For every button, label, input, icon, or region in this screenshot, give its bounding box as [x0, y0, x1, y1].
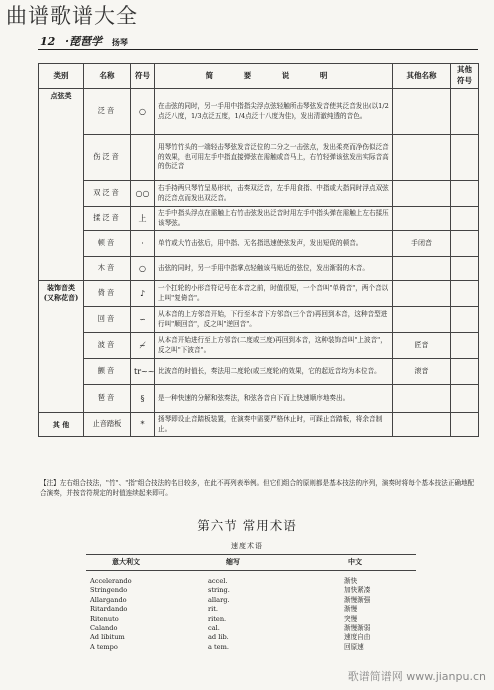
terms-chinese-column [344, 577, 370, 652]
row-name: 双泛音 [84, 181, 131, 207]
terms-italian-column [90, 577, 132, 652]
term-abbrev: allarg. [208, 595, 230, 604]
row-other-name [393, 307, 451, 333]
row-other-name [393, 413, 451, 437]
term-italian: Ritenuto [90, 614, 119, 623]
table-row [39, 207, 479, 231]
row-other-symbol [451, 257, 479, 281]
term-chinese: 渐慢 [344, 605, 358, 614]
row-other-symbol [451, 231, 479, 257]
table-row [39, 413, 479, 437]
row-other-name [393, 207, 451, 231]
row-symbol: · [131, 231, 155, 257]
row-description: 是一种快速的分解和弦奏法，和弦各音自下而上快速顺序地奏出。 [155, 385, 393, 413]
table-row [39, 135, 479, 181]
term-italian: A tempo [90, 642, 118, 651]
table-row [39, 385, 479, 413]
term-abbrev: accel. [208, 577, 228, 585]
row-other-symbol [451, 333, 479, 359]
row-description: 一个扛轮的小形音符记号在本音之前，时值很短，一个音叫"单倚音"，两个音以上叫"复倚音"。 [155, 281, 393, 307]
header-symbol: 符号 [131, 64, 155, 89]
terms-abbrev-column [208, 577, 230, 652]
row-description: 右手持两只琴竹呈易形状，击奏双泛音，左手用食指、中指或大指同时浮点双弦的泛音点而发出双泛音。 [155, 181, 393, 207]
header-category: 类别 [39, 64, 84, 89]
row-description: 用琴竹竹头的一端轻击琴弦发音泛位的二分之一击弦点，发出柔亮而净伤似泛音的效果，也可用左手中指直接弹弦在需触或音马上，右竹轻弹该弦发出实际音高的伤泛音 [155, 135, 393, 181]
row-symbol: § [131, 385, 155, 413]
row-name: 顿音 [84, 231, 131, 257]
row-other-name [393, 385, 451, 413]
row-symbol: ≁ [131, 333, 155, 359]
term-chinese: 回原速 [344, 642, 364, 651]
row-other-symbol [451, 207, 479, 231]
row-description: 扬琴即设止音踏板装置，在演奏中需要严格休止时，可踩止音踏板，将余音制止。 [155, 413, 393, 437]
term-italian: Calando [90, 624, 118, 633]
running-head [40, 33, 128, 49]
header-rule [38, 49, 478, 50]
table-row [39, 281, 479, 307]
row-other-symbol [451, 181, 479, 207]
row-other-symbol [451, 307, 479, 333]
terms-header-rule [86, 570, 416, 571]
category-misc: 其 他 [39, 413, 84, 437]
row-name: 波音 [84, 333, 131, 359]
header-summary-label: 简 要 说 明 [205, 70, 342, 80]
category-ornament: 装饰音类(又称花音) [39, 281, 84, 413]
term-abbrev: rit. [208, 605, 219, 614]
row-other-name [393, 135, 451, 181]
row-description: 在击弦的同时，另一手用中指指尖浮点弦轻触所击琴弦发音使其泛音发出(以1/2点泛八度，1/3点泛五度，1/4点泛十八度为佳)，发出清澈纯透的音色。 [155, 89, 393, 135]
section-title: 第六节 常用术语 [197, 518, 297, 533]
row-other-name [393, 89, 451, 135]
row-description: 比波音的时值长，奏法用二度轮(或三度轮)的效果，它的起近音均为本位音。 [155, 359, 393, 385]
row-name: 木音 [84, 257, 131, 281]
row-symbol: 上 [131, 207, 155, 231]
term-italian: Allargando [90, 595, 127, 604]
term-abbrev: riten. [208, 614, 227, 623]
row-symbol [131, 135, 155, 181]
term-italian: Ritardando [90, 605, 128, 614]
row-name: 颤音 [84, 359, 131, 385]
table-row [39, 231, 479, 257]
header-other-name: 其他名称 [393, 64, 451, 89]
row-other-name [393, 257, 451, 281]
term-chinese: 突慢 [344, 614, 358, 623]
row-other-symbol [451, 359, 479, 385]
term-italian: Accelerando [90, 577, 132, 585]
term-italian: Ad libitum [90, 633, 125, 642]
book-name: ·琵琶学 [65, 35, 102, 48]
row-other-name: 匠音 [393, 333, 451, 359]
row-other-symbol [451, 413, 479, 437]
row-symbol: ○ [131, 257, 155, 281]
table-header-row [39, 64, 479, 89]
table-row [39, 181, 479, 207]
section-subtitle: 速度术语 [231, 542, 263, 550]
row-name: 止音踏板 [84, 413, 131, 437]
row-name: 泛音 [84, 89, 131, 135]
table-row [39, 89, 479, 135]
row-other-symbol [451, 385, 479, 413]
site-title: 曲谱歌谱大全 [6, 4, 138, 28]
header-other-symbol: 其他符号 [451, 64, 479, 89]
header-name: 名称 [84, 64, 131, 89]
terms-header-chinese: 中文 [348, 557, 362, 566]
row-other-name: 手闭音 [393, 231, 451, 257]
row-description: 从本音开始进行至上方邻音(二度或三度)再回到本音，这种装饰音叫"上波音"，反之叫"下波音"。 [155, 333, 393, 359]
row-other-symbol [451, 135, 479, 181]
term-chinese: 加快紧凑 [344, 586, 371, 595]
row-description: 单竹或大竹击弦后，用中指、无名指迅速使弦发声，发出短促的顿音。 [155, 231, 393, 257]
row-other-symbol [451, 281, 479, 307]
instrument-name: 扬琴 [111, 37, 128, 47]
row-symbol: ○ [131, 89, 155, 135]
row-description: 从本音的上方邻音开始，下行至本音下方邻音(三个音)再回到本音，这种音型进行叫"顺回音"，反之叫"逆回音"。 [155, 307, 393, 333]
row-symbol: ♪ [131, 281, 155, 307]
term-chinese: 渐快 [344, 577, 358, 585]
row-name: 回音 [84, 307, 131, 333]
row-description: 左手中指头浮点在需触上右竹击弦发出泛音时用左手中指头弹在需触上左右揉压该琴弦。 [155, 207, 393, 231]
table-note: 【注】左右组合技法，"竹"、"指"组合技法的名目较多，在此不再列表举例。但它们组合的原则都是基本技法的序列，演奏时将每个基本技法正确地配合演奏，并按音符规定的时值连续起来即可。 [40, 479, 475, 498]
term-abbrev: a tem. [208, 642, 229, 651]
table-row [39, 359, 479, 385]
term-chinese: 速度自由 [344, 633, 371, 642]
terms-header-italian: 意大利文 [112, 557, 140, 566]
term-chinese: 渐慢渐弱 [344, 624, 371, 633]
page-number: 12 [40, 35, 56, 48]
row-symbol: tr~~ [131, 359, 155, 385]
term-abbrev: string. [208, 586, 230, 595]
table-row [39, 333, 479, 359]
header-summary [155, 64, 393, 89]
terms-header-abbrev: 缩写 [226, 557, 240, 566]
row-description: 击弦的同时，另一手用中指掌点轻触该马贴近的弦位，发出渐弱的木音。 [155, 257, 393, 281]
table-row [39, 257, 479, 281]
terms-top-rule [86, 554, 416, 555]
row-name: 揉泛音 [84, 207, 131, 231]
table-row [39, 307, 479, 333]
technique-table [38, 63, 479, 437]
term-abbrev: cal. [208, 624, 220, 633]
term-italian: Stringendo [90, 586, 128, 595]
row-name: 倚音 [84, 281, 131, 307]
category-harmonic: 点弦类 [39, 89, 84, 281]
row-other-symbol [451, 89, 479, 135]
row-other-name [393, 181, 451, 207]
row-symbol: ∽ [131, 307, 155, 333]
watermark: 歌谱简谱网 www.jianpu.cn [347, 670, 486, 683]
term-abbrev: ad lib. [208, 633, 229, 642]
row-name: 伤泛音 [84, 135, 131, 181]
row-symbol: ○○ [131, 181, 155, 207]
row-symbol: * [131, 413, 155, 437]
term-chinese: 渐慢渐强 [344, 595, 371, 604]
row-name: 琶音 [84, 385, 131, 413]
row-other-name [393, 281, 451, 307]
row-other-name: 滚音 [393, 359, 451, 385]
